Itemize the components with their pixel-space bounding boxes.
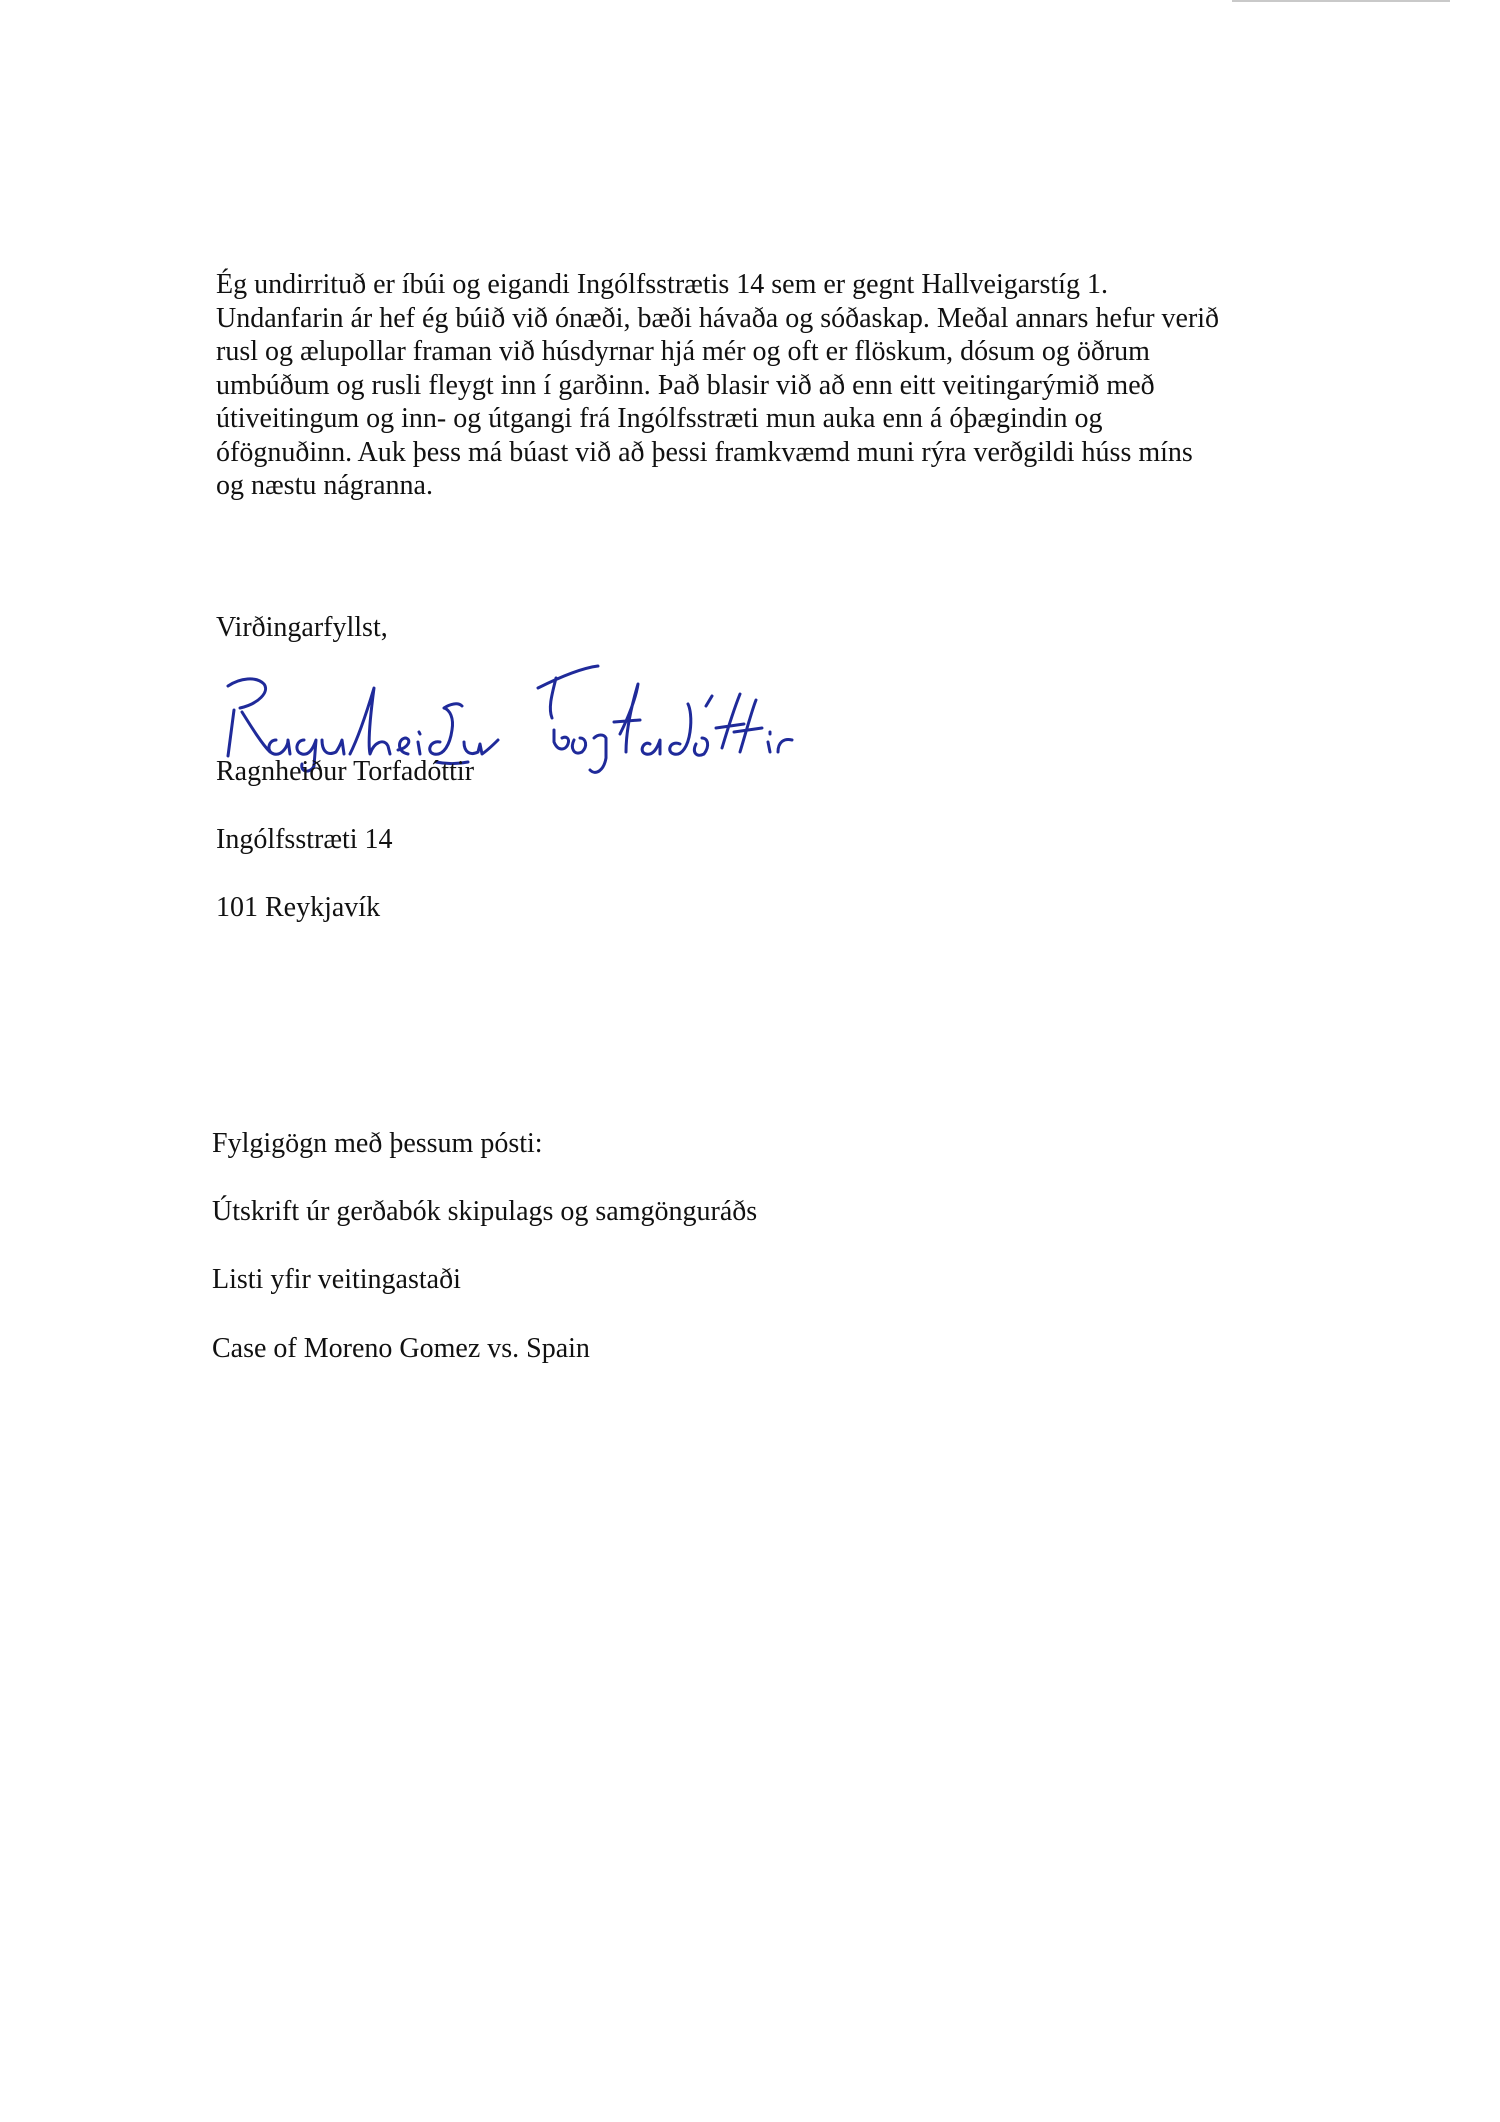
sender-street: Ingólfsstræti 14: [216, 824, 393, 855]
enclosures-heading: Fylgigögn með þessum pósti:: [212, 1128, 543, 1159]
enclosure-item: Listi yfir veitingastaði: [212, 1264, 461, 1295]
sender-city: 101 Reykjavík: [216, 892, 381, 923]
scan-edge-mark: [1232, 0, 1450, 2]
body-line: Ég undirrituð er íbúi og eigandi Ingólfsstrætis 14 sem er gegnt Hallveigarstíg 1.: [216, 269, 1108, 300]
body-line: Undanfarin ár hef ég búið við ónæði, bæði hávaða og sóðaskap. Meðal annars hefur verið: [216, 302, 1220, 334]
body-line: rusl og ælupollar framan við húsdyrnar hjá mér og oft er flöskum, dósum og öðrum: [216, 336, 1150, 367]
enclosure-item: Útskrift úr gerðabók skipulags og samgönguráðs: [212, 1196, 758, 1227]
closing-salutation: Virðingarfyllst,: [216, 612, 388, 643]
body-line: umbúðum og rusli fleygt inn í garðinn. Það blasir við að enn eitt veitingarýmið með: [216, 369, 1155, 401]
letter-body: [216, 268, 1336, 503]
body-line: og næstu nágranna.: [216, 470, 433, 501]
sender-name: Ragnheiður Torfadóttir: [216, 756, 475, 787]
body-line: ófögnuðinn. Auk þess má búast við að þessi framkvæmd muni rýra verðgildi húss míns: [216, 436, 1193, 468]
enclosure-item: Case of Moreno Gomez vs. Spain: [212, 1333, 590, 1364]
body-line: útiveitingum og inn- og útgangi frá Ingólfsstræti mun auka enn á óþægindin og: [216, 403, 1103, 434]
